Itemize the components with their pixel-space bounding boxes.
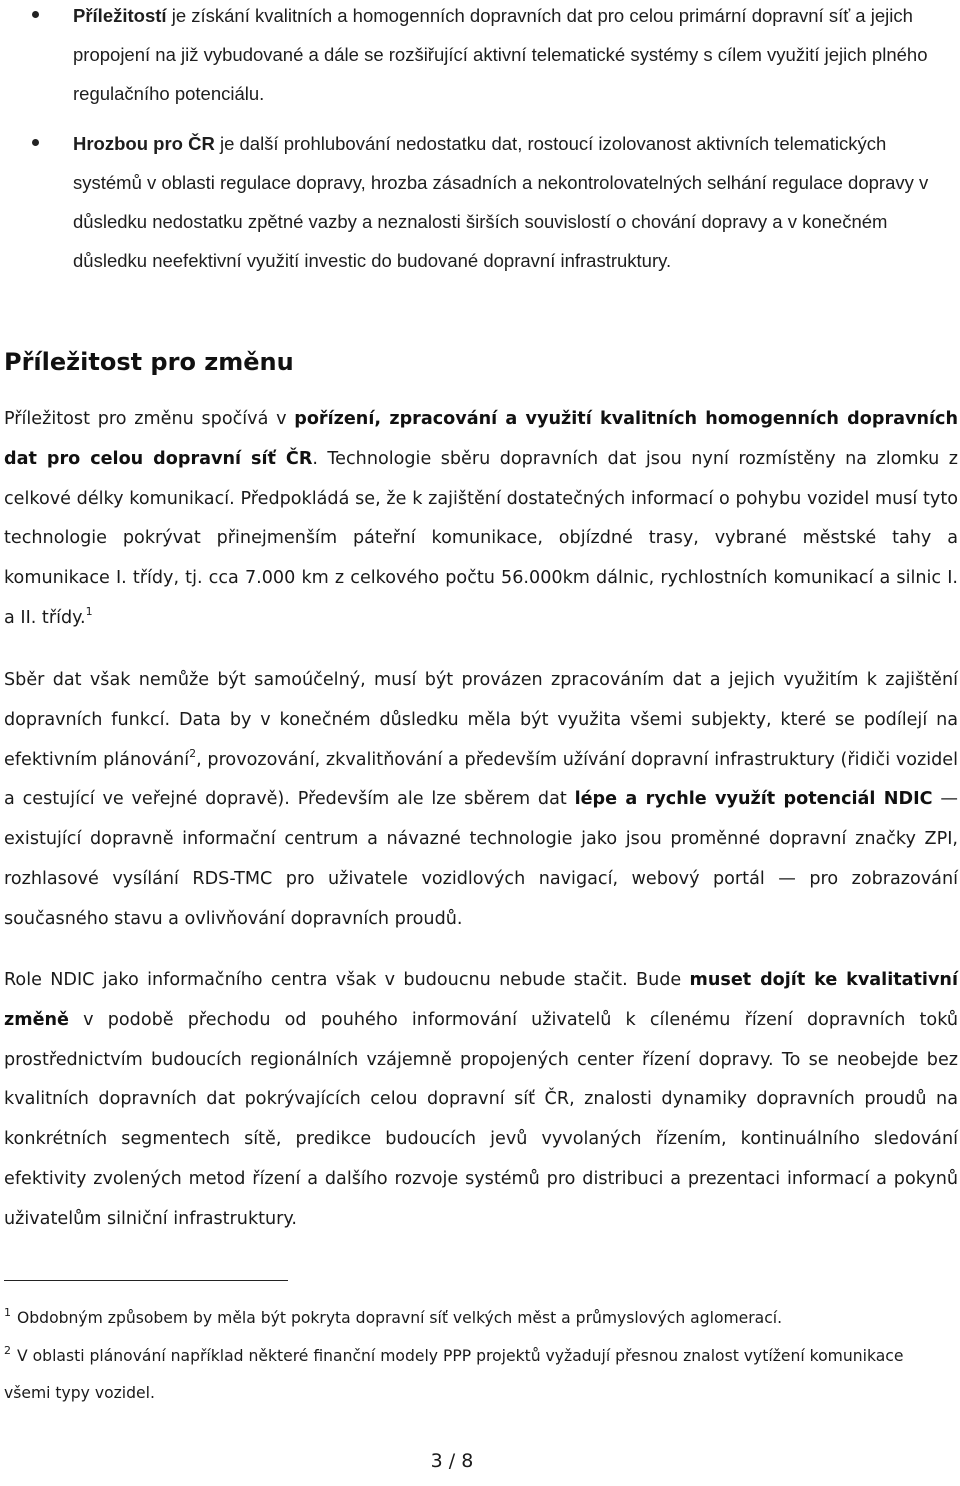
paragraph-data-use — [4, 661, 958, 940]
paragraph-text: — existující dopravně informační centrum a návazné technologie jako jsou proměnné dopravní značky ZPI, rozhlasové vysílání RDS-TMC pro uživatele vozidlových navigací, webový portál — pro zobrazování současného stavu a ovlivňování dopravních proudů. — [4, 789, 958, 929]
paragraph-text: v podobě přechodu od pouhého informování uživatelů k cílenému řízení dopravních toků prostřednictvím budoucích regionálních vzájemně propojených center řízení dopravy. To se neobejde bez kvalitních dopravních dat pokrývajících celou dopravní síť ČR, znalosti dynamiky dopravních proudů na konkrétních segmentech sítě, predikce budoucích jevů vyvolaných řízením, kontinuálního sledování efektivity zvolených metod řízení a dalšího rozvoje systémů pro distribuci a prezentaci informací a pokynů uživatelům silniční infrastruktury. — [4, 1009, 958, 1229]
paragraph-emphasis: lépe a rychle využít potenciál NDIC — [574, 789, 933, 810]
footnote-divider — [4, 1280, 288, 1281]
footnote-1 — [4, 1300, 944, 1337]
paragraph-emphasis: muset dojít ke kvalitativní změně — [4, 970, 958, 1030]
paragraph-opportunity — [4, 400, 958, 639]
list-item-text: je získání kvalitních a homogenních dopravních dat pro celou primární dopravní síť a jejich propojení na již vybudované a dále se rozšiřující aktivní telematické systémy s cílem využití jejich plného regulačního potenciálu. — [73, 5, 928, 104]
bullet-icon — [32, 139, 39, 146]
paragraph-text: Sběr dat však nemůže být samoúčelný, musí být provázen zpracováním dat a jejich využitím k zajištění dopravních funkcí. Data by v konečném důsledku měla být využita všemi subjekty, které se podílejí na efektivním plánování — [4, 670, 958, 770]
list-item-lead: Příležitostí — [73, 5, 167, 26]
footnote-text: V oblasti plánování například některé finanční modely PPP projektů vyžadují přesnou znalost vytížení komunikace všemi typy vozidel. — [4, 1347, 904, 1402]
footnote-ref[interactable]: 1 — [85, 604, 93, 618]
paragraph-text: , provozování, zkvalitňování a především užívání dopravní infrastruktury (řidiči vozidel a cestující ve veřejné dopravě). Především ale lze sběrem dat — [4, 749, 958, 810]
paragraph-text: Role NDIC jako informačního centra však v budoucnu nebude stačit. Bude — [4, 970, 690, 990]
footnote-number: 2 — [4, 1344, 11, 1357]
footnote-number: 1 — [4, 1306, 11, 1319]
paragraph-text: . Technologie sběru dopravních dat jsou nyní rozmístěny na zlomku z celkové délky komunikací. Předpokládá se, že k zajištění dostatečných informací o pohybu vozidel musí tyto technologie pokrývat přinejmenším páteřní komunikace, objízdné trasy, vybrané městské tahy a komunikace I. třídy, tj. cca 7.000 km z celkového počtu 56.000km dálnic, rychlostních komunikací a silnic I. a II. třídy. — [4, 448, 958, 628]
bullet-icon — [32, 11, 39, 18]
footnote-ref[interactable]: 2 — [189, 746, 197, 760]
paragraph-ndic-role — [4, 961, 958, 1240]
footnote-2 — [4, 1338, 944, 1412]
list-item-opportunity — [0, 0, 959, 113]
section-heading: Příležitost pro změnu — [4, 348, 294, 376]
list-item-text: je další prohlubování nedostatku dat, rostoucí izolovanost aktivních telematických systémů v oblasti regulace dopravy, hrozba zásadních a nekontrolovatelných selhání regulace dopravy v důsledku nedostatku zpětné vazby a neznalosti širších souvislostí o chování dopravy a v konečném důsledku neefektivní využití investic do budované dopravní infrastruktury. — [73, 133, 929, 271]
footnote-text: Obdobným způsobem by měla být pokryta dopravní síť velkých měst a průmyslových aglomerací. — [17, 1309, 783, 1327]
list-item-threat — [0, 124, 959, 280]
paragraph-text: Příležitost pro změnu spočívá v — [4, 409, 295, 429]
list-item-lead: Hrozbou pro ČR — [73, 133, 215, 154]
page-number: 3 / 8 — [430, 1450, 474, 1472]
paragraph-emphasis: pořízení, zpracování a využití kvalitních homogenních dopravních dat pro celou dopravní síť ČR — [4, 409, 958, 469]
